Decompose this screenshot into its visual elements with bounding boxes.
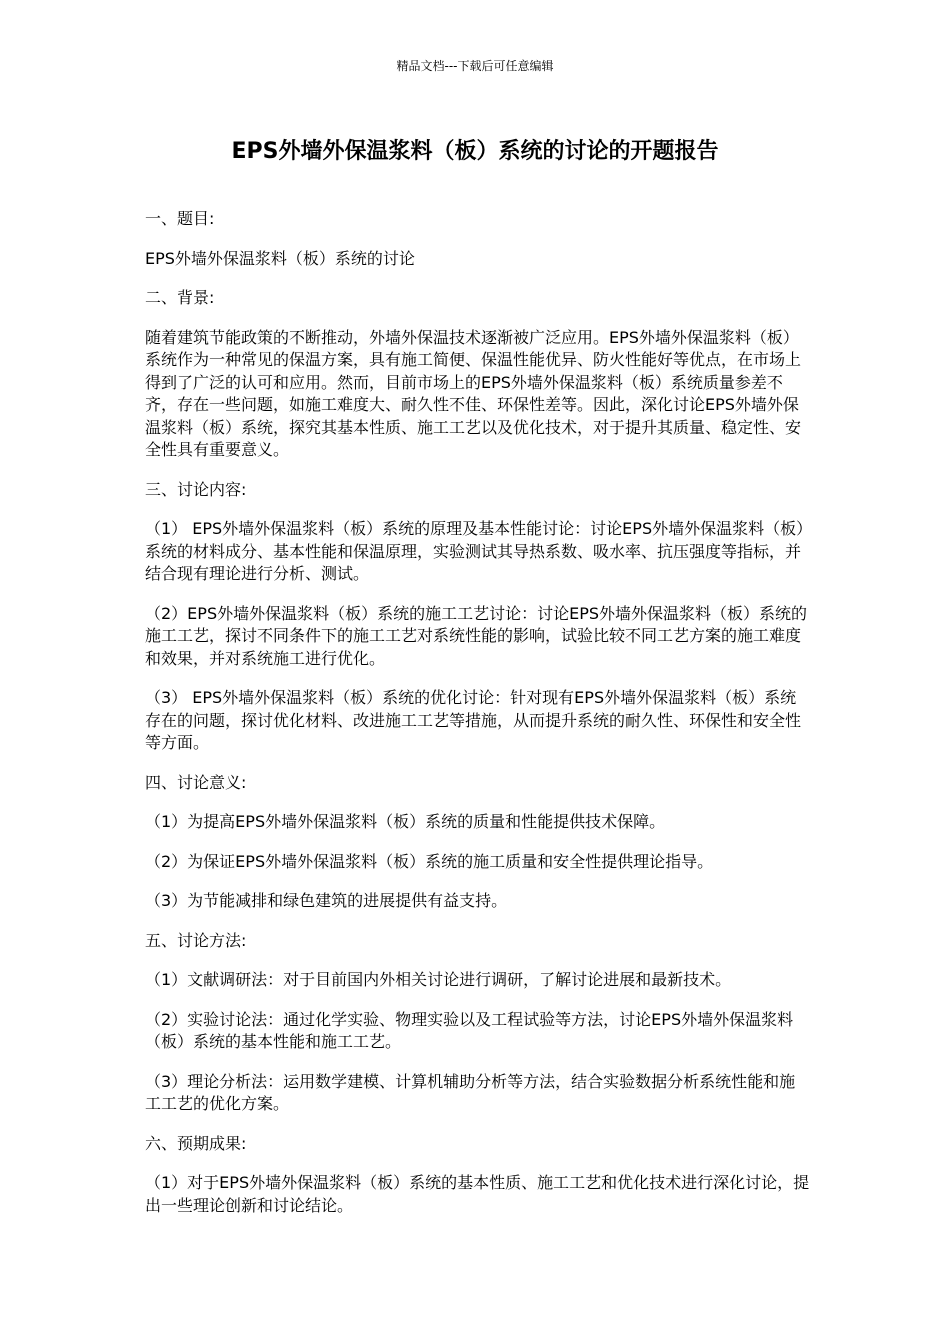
significance-item-1: （1）为提高EPS外墙外保温浆料（板）系统的质量和性能提供技术保障。 [145,812,666,831]
content-item-2: （2）EPS外墙外保温浆料（板）系统的施工工艺讨论：讨论EPS外墙外保温浆料（板）系统的施工工艺，探讨不同条件下的施工工艺对系统性能的影响，试验比较不同工艺方案的施工难度和效果，并对系统施工进行优化。 [145,603,808,668]
background-text: 随着建筑节能政策的不断推动，外墙外保温技术逐渐被广泛应用。EPS外墙外保温浆料（板）系统作为一种常见的保温方案，具有施工简便、保温性能优异、防火性能好等优点，在市场上得到了广泛的认可和应用。然而，目前市场上的EPS外墙外保温浆料（板）系统质量参差不齐，存在一些问题，如施工难度大、耐久性不佳、环保性差等。因此，深化讨论EPS外墙外保温浆料（板）系统，探究其基本性质、施工工艺以及优化技术，对于提升其质量、稳定性、安全性具有重要意义。 [145,327,802,459]
method-item-1: （1）文献调研法：对于目前国内外相关讨论进行调研，了解讨论进展和最新技术。 [145,970,732,989]
page-header: 精品文档---下载后可任意编辑 [396,59,554,73]
section-heading-background: 二、背景: [145,288,215,307]
method-item-3: （3）理论分析法：运用数学建模、计算机辅助分析等方法，结合实验数据分析系统性能和施工工艺的优化方案。 [145,1071,796,1113]
outcome-item-1: （1）对于EPS外墙外保温浆料（板）系统的基本性质、施工工艺和优化技术进行深化讨论，提出一些理论创新和讨论结论。 [145,1173,810,1215]
document-body [145,208,810,1234]
document-title: EPS外墙外保温浆料（板）系统的讨论的开题报告 [231,139,719,164]
section-heading-methods: 五、讨论方法: [145,930,247,950]
section-heading-content: 三、讨论内容: [145,479,247,499]
section-heading-topic: 一、题目: [145,209,215,228]
significance-item-2: （2）为保证EPS外墙外保温浆料（板）系统的施工质量和安全性提供理论指导。 [145,851,714,871]
content-item-3: （3） EPS外墙外保温浆料（板）系统的优化讨论：针对现有EPS外墙外保温浆料（板）系统存在的问题，探讨优化材料、改进施工工艺等措施，从而提升系统的耐久性、环保性和安全性等方面。 [145,688,802,752]
method-item-2: （2）实验讨论法：通过化学实验、物理实验以及工程试验等方法，讨论EPS外墙外保温浆料（板）系统的基本性能和施工工艺。 [145,1009,794,1051]
content-item-1: （1） EPS外墙外保温浆料（板）系统的原理及基本性能讨论：讨论EPS外墙外保温浆料（板）系统的材料成分、基本性能和保温原理，实验测试其导热系数、吸水率、抗压强度等指标，并结合现有理论进行分析、测试。 [145,519,805,583]
topic-text: EPS外墙外保温浆料（板）系统的讨论 [145,248,415,268]
section-heading-significance: 四、讨论意义: [145,772,247,792]
section-heading-outcomes: 六、预期成果: [145,1133,247,1153]
significance-item-3: （3）为节能减排和绿色建筑的进展提供有益支持。 [145,891,508,910]
